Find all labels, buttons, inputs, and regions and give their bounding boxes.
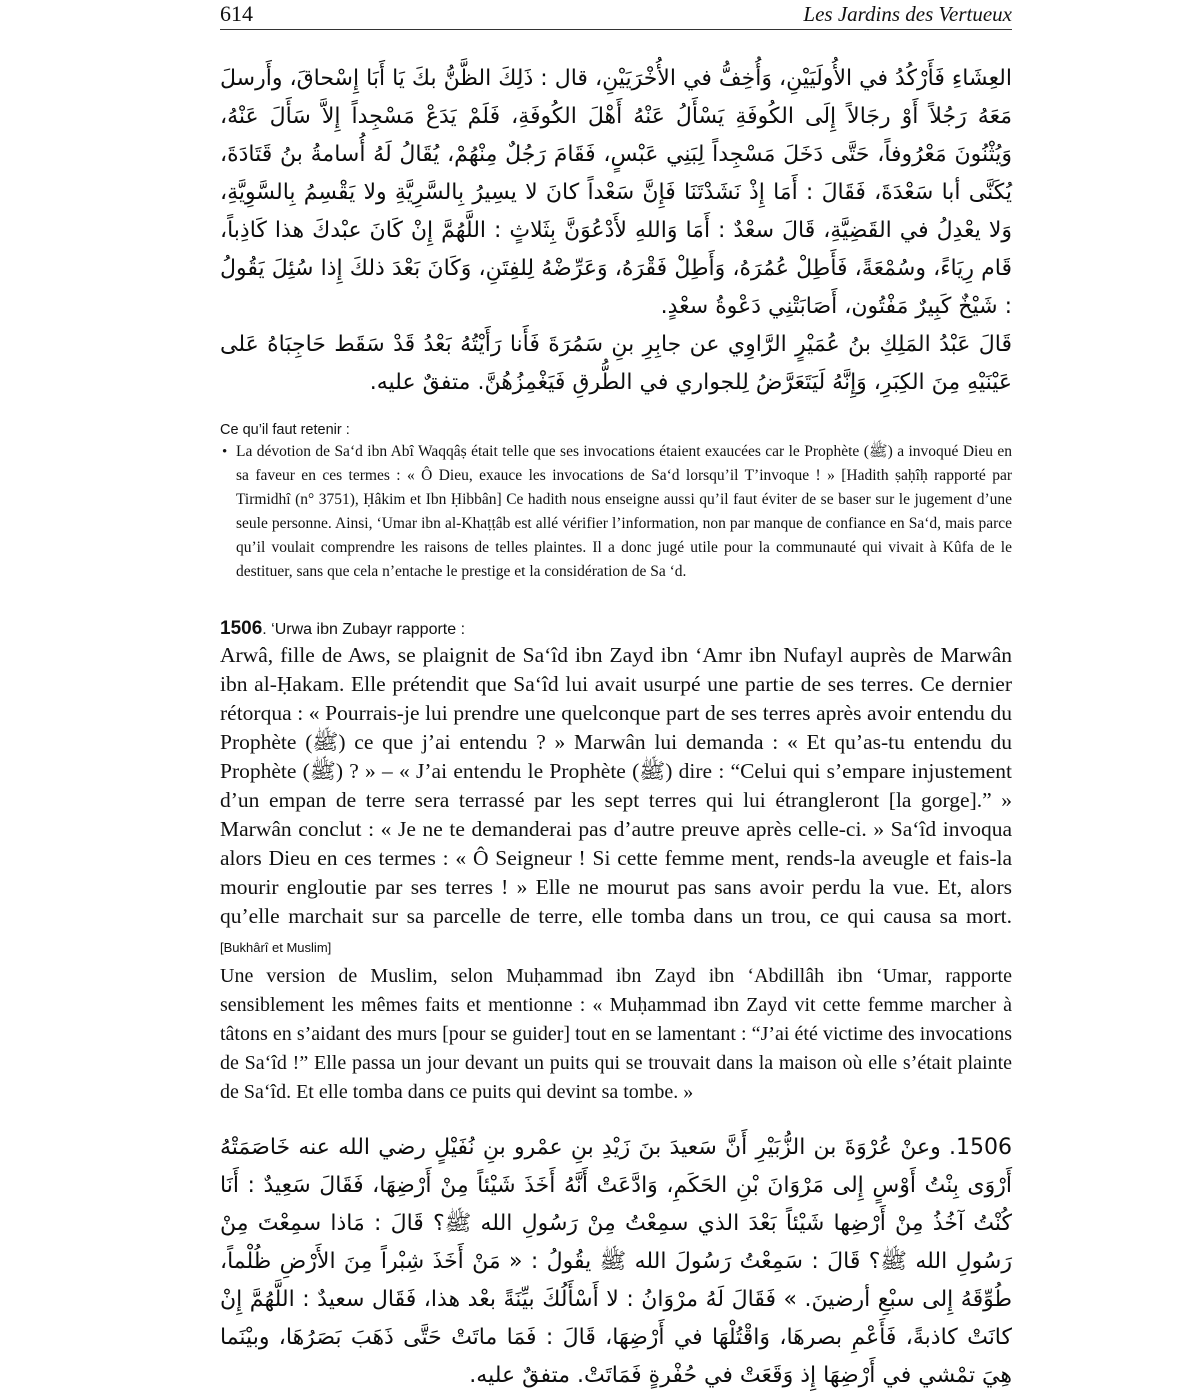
arabic-paragraph: 1506. وعنْ عُرْوَةَ بن الزُّبَيْرِ أَنَّ سَعيدَ بنَ زَيْدِ بنِ عمْرو بنِ نُفَيْلٍ رضي الله عنه خَاصَمَتْهُ أَرْوَى بِنْتُ أَوْسٍ إِلى مَرْوَانَ بْنِ الحَكَمِ، وَادَّعَتْ أَنَّهُ أَخَذَ شَيْئاً مِنْ أَرْضِهَا، فَقَالَ سَعِيدٌ : أَنَا كُنْتُ آخُذُ مِنْ أَرْضِها شَيْئاً بَعْدَ الذي سمِعْتُ مِنْ رَسُولِ الله ﷺ؟ قَالَ : مَاذا سمِعْتَ مِنْ رَسُولِ الله ﷺ؟ قَالَ : سَمِعْتُ رَسُولَ الله ﷺ يقُولُ : « مَنْ أَخَذَ شِبْراً مِنَ الأَرْضِ ظُلْماً، طُوِّقَهُ إِلى سبْعِ أرضينَ. » فَقَالَ لَهُ مرْوَانُ : لا أَسْأَلُكَ بيِّنَةً بعْد هذا، فَقَال سعيدٌ : اللَّهُمَّ إِنْ كانَتْ كاذبةً، فَأَعْمِ بصرهَا، وَاقْتُلْهَا في أَرْضِهَا، قَالَ : فَمَا ماتَتْ حَتَّى ذَهَبَ بَصَرُهَا، وبيْنَما هِيَ تمْشي في أَرْضِهَا إِذ وَقَعَتْ في حُفْرةٍ فَمَاتَتْ. متفقٌ عليه. [220, 1135, 1012, 1388]
hadith-body-text: Arwâ, fille de Aws, se plaignit de Sa‘îd ibn Zayd ibn ‘Amr ibn Nufayl auprès de Marwân ibn al-Ḥakam. Elle prétendit que Sa‘îd lui avait usurpé une partie de ses terres. Ce dernier rétorqua : « Pourrais-je lui prendre une quelconque part de ses terres après avoir entendu du Prophète (ﷺ) ce que j’ai entendu ? » Marwân lui demanda : « Et qu’as-tu entendu du Prophète (ﷺ) ? » – « J’ai entendu le Prophète (ﷺ) dire : “Celui qui s’empare injustement d’un empan de terre sera terrassé par les sept terres qui lui étrangleront [la gorge].” » Marwân conclut : « Je ne te demanderai pas d’autre preuve après celle-ci. » Sa‘îd invoqua alors Dieu en ces termes : « Ô Seigneur ! Si cette femme ment, rends-la aveugle et fais-la mourir engloutie par ses terres ! » Elle ne mourut pas sans avoir perdu la vue. Et, alors qu’elle marchait sur sa parcelle de terre, elle tomba dans un trou, ce qui causa sa mort. [220, 643, 1013, 928]
arabic-paragraph: قَالَ عَبْدُ المَلِكِ بنُ عُمَيْرٍ الرَّاوِي عن جابِرِ بنِ سَمُرَةَ فَأَنا رَأَيْتُهُ بَعْدُ قَدْ سَقَط حَاجِبَاهُ عَلى عَيْنَيْهِ مِنَ الكِبَرِ، وَإِنَّهُ لَيَتَعَرَّضُ لِلجواري في الطُّرقِ فَيَغْمِزُهُنَّ. متفقٌ عليه. [220, 332, 1012, 395]
hadith-variant: Une version de Muslim, selon Muḥammad ibn Zayd ibn ‘Abdillâh ibn ‘Umar, rapporte sensiblement les mêmes faits et mentionne : « Muḥammad ibn Zayd vit cette femme marcher à tâtons en s’aidant des murs [pour se guider] tout en se lamentant : “J’ai été victime des invocations de Sa‘îd !” Elle passa un jour devant un puits qui se trouvait dans la maison où elle s’était plainte de Sa‘îd. Et elle tomba dans ce puits qui devint sa tombe. » [220, 965, 1012, 1103]
book-page [220, 0, 1012, 1395]
hadith-translation [220, 641, 1012, 962]
arabic-paragraph: العِشَاءِ فَأَرْكُدُ في الأُولَيَيْنِ، وَأُخِفُّ في الأُخْرَيَيْنِ، قال : ذَلِكَ الظَّنُّ بكَ يَا أَبَا إِسْحاقَ، وأَرسلَ مَعَهُ رَجُلاً أَوْ رجَالاً إِلَى الكُوفَةِ يَسْأَلُ عَنْهُ أَهْلَ الكُوفَةِ، فَلَمْ يَدَعْ مَسْجِداً إِلاَّ سَأَلَ عَنْهُ، وَيُثْنُونَ مَعْرُوفاً، حَتَّى دَخَلَ مَسْجِداً لِبَنِي عَبْسٍ، فَقَامَ رَجُلٌ مِنْهُمْ، يُقَالُ لَهُ أُسامةُ بنُ قَتَادَةَ، يُكَنَّى أبا سَعْدَةَ، فَقَالَ : أَمَا إِذْ نَشَدْتَنَا فَإِنَّ سَعْداً كانَ لا يسِيرُ بِالسَّرِيَّةِ ولا يَقْسِمُ بِالسَّوِيَّةِ، وَلا يعْدِلُ في القَضِيَّةِ، قَالَ سعْدٌ : أَمَا وَاللهِ لأَدْعُوَنَّ بِثَلاثٍ : اللَّهُمَّ إِنْ كَانَ عبْدكَ هذا كَاذِباً، قَام رِيَاءً، وسُمْعَةً، فَأَطِلْ عُمُرَهُ، وَأَطِلْ فَقْرَهُ، وَعَرِّضْهُ لِلفِتَنِ، وَكَانَ بَعْدَ ذلكَ إِذا سُئِلَ يَقُولُ : شَيْخٌ كَبِيرٌ مَفْتُون، أَصَابَتْنِي دَعْوةُ سعْدٍ. [220, 66, 1012, 319]
hadith-number: 1506 [220, 618, 263, 639]
arabic-text-bottom [220, 1129, 1012, 1395]
running-header [220, 0, 1012, 30]
bullet-icon: • [222, 444, 228, 460]
retain-title: Ce qu’il faut retenir : [220, 422, 350, 438]
hadith-source: [Bukhârî et Muslim] [220, 940, 332, 955]
hadith-narrator: . ‘Urwa ibn Zubayr rapporte : [262, 621, 466, 638]
retain-item-text: La dévotion de Sa‘d ibn Abî Waqqâṣ était telle que ses invocations étaient exaucées car le Prophète (ﷺ) a invoqué Dieu en sa faveur en ces termes : « Ô Dieu, exauce les invocations de Sa‘d lorsqu’il T’invoque ! » [Hadith ṣaḥîḥ rapporté par Tirmidhî (n° 3751), Ḥâkim et Ibn Ḥibbân] Ce hadith nous enseigne aussi qu’il faut éviter de se baser sur le jugement d’une seule personne. Ainsi, ‘Umar ibn al-Khaṭṭâb est allé vérifier l’information, non par manque de confiance en Sa‘d, mais parce qu’il voulait comprendre les raisons de telles plaintes. Il a donc jugé utile pour la communauté qui vivait à Kûfa de le destituer, sans que cela n’entache le prestige et la considération de Sa ‘d. [236, 443, 1012, 580]
retain-list [220, 440, 1012, 584]
retain-section [220, 420, 1012, 584]
book-title: Les Jardins des Vertueux [803, 2, 1012, 26]
arabic-text-top [220, 60, 1012, 402]
hadith-heading [220, 618, 1012, 641]
retain-list-item [220, 440, 1012, 584]
page-number: 614 [220, 1, 253, 26]
